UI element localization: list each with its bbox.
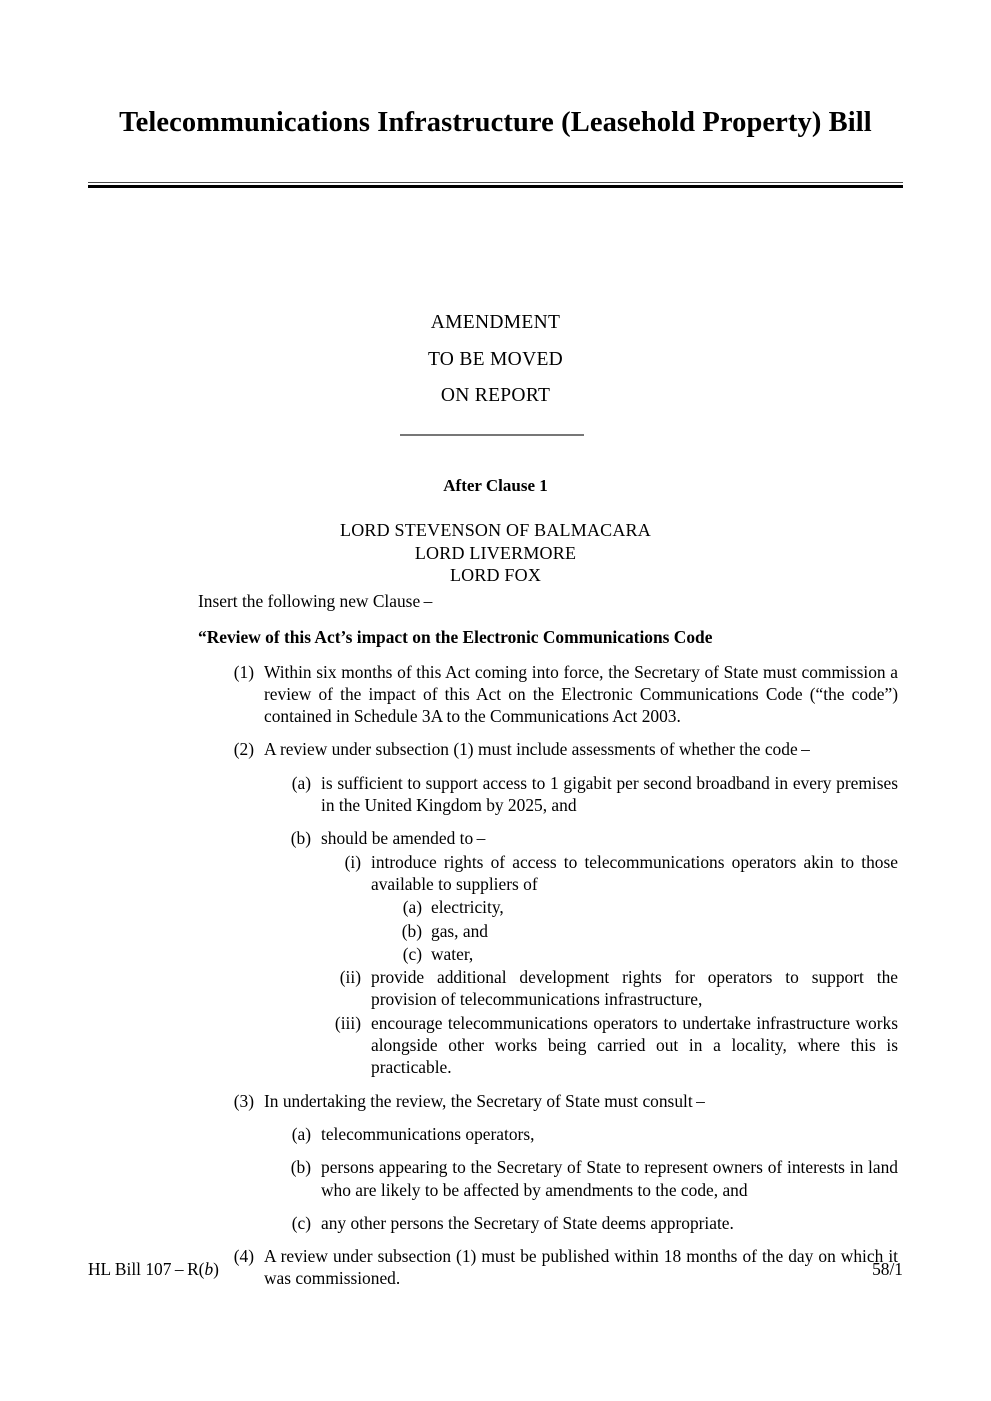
page-title: Telecommunications Infrastructure (Leasehold Property) Bill <box>119 107 872 138</box>
item-text: is sufficient to support access to 1 gigabit per second broadband in every premises in the United Kingdom by 2025, and <box>321 772 898 816</box>
item-marker: (b) <box>290 828 311 849</box>
subsection-3-item-b <box>278 1156 898 1201</box>
subsection-marker: (2) <box>233 739 254 760</box>
subsection-3-item-c <box>278 1212 898 1234</box>
item-marker: (a) <box>402 897 422 918</box>
amendment-body <box>198 590 898 1290</box>
heading-on-report: ON REPORT <box>440 385 551 406</box>
item-marker: (iii) <box>334 1012 361 1033</box>
item-text: encourage telecommunications operators to undertake infrastructure works alongside other works being carried out in a locality, where this is practicable. <box>371 1012 898 1078</box>
item-text: persons appearing to the Secretary of State to represent owners of interests in land who are likely to be affected by amendments to the code, and <box>321 1157 898 1200</box>
item-text: should be amended to – <box>321 828 486 849</box>
subsection-2-item-b-iii <box>323 1012 898 1079</box>
page-reference: 58/1 <box>872 1259 903 1279</box>
bill-reference-suffix: ) <box>213 1259 219 1279</box>
item-marker: (b) <box>290 1157 311 1178</box>
item-text: telecommunications operators, <box>321 1123 535 1144</box>
subsection-text: A review under subsection (1) must include assessments of whether the code – <box>264 739 810 760</box>
subsection-2-item-b-i <box>323 851 898 896</box>
bill-reference <box>88 1259 219 1280</box>
subsection-3 <box>218 1090 898 1112</box>
new-clause-heading: “Review of this Act’s impact on the Electronic Communications Code <box>198 627 713 648</box>
sponsor-name: LORD LIVERMORE <box>414 542 577 563</box>
subsection-3-item-a <box>278 1123 898 1145</box>
heading-amendment: AMENDMENT <box>430 312 561 333</box>
item-text: gas, and <box>431 920 488 941</box>
subsection-1 <box>218 661 898 728</box>
page-footer <box>88 1259 903 1280</box>
subsection-text: In undertaking the review, the Secretary of State must consult – <box>264 1090 705 1111</box>
item-text: any other persons the Secretary of State deems appropriate. <box>321 1212 734 1233</box>
item-marker: (ii) <box>339 967 361 988</box>
item-text: provide additional development rights for operators to support the provision of telecommunications infrastructure, <box>371 967 898 1010</box>
item-marker: (i) <box>344 851 361 872</box>
item-text: water, <box>431 943 474 964</box>
sponsor-list <box>88 519 903 587</box>
title-block <box>88 104 903 142</box>
subsection-2-item-a <box>278 772 898 817</box>
subsection-marker: (3) <box>233 1090 254 1111</box>
subsection-2-item-b <box>278 827 898 849</box>
divider-thick-line <box>88 185 903 188</box>
subsection-marker: (1) <box>233 661 254 682</box>
item-text: introduce rights of access to telecommunications operators akin to those available to suppliers of <box>371 851 898 894</box>
subsection-2-item-b-ii <box>323 966 898 1011</box>
bill-reference-prefix: HL Bill 107 – R( <box>88 1259 205 1279</box>
subsection-2-item-b-i-a <box>388 896 898 918</box>
bill-reference-italic: b <box>204 1259 214 1279</box>
insert-instruction: Insert the following new Clause – <box>198 591 433 611</box>
title-divider <box>88 182 903 188</box>
subsection-marker: (4) <box>233 1246 254 1267</box>
sponsor-name: LORD FOX <box>449 565 542 585</box>
sponsor-name: LORD STEVENSON OF BALMACARA <box>340 520 651 540</box>
section-separator-rule <box>400 434 584 436</box>
subsection-text: A review under subsection (1) must be published within 18 months of the day on which it was commissioned. <box>264 1246 898 1289</box>
subsection-2 <box>218 738 898 760</box>
item-marker: (c) <box>291 1212 311 1233</box>
subsection-text: Within six months of this Act coming into force, the Secretary of State must commission a review of the impact of this Act on the Electronic Communications Code (“the code”) contained in Schedule 3A to the Communications Act 2003. <box>264 661 898 727</box>
item-marker: (c) <box>402 943 422 964</box>
item-marker: (a) <box>291 772 311 793</box>
item-marker: (b) <box>401 920 422 941</box>
item-text: electricity, <box>431 897 504 918</box>
amendment-heading-block <box>88 305 903 415</box>
subsection-2-item-b-i-c <box>388 943 898 965</box>
after-clause-heading: After Clause 1 <box>443 476 548 495</box>
subsection-2-item-b-i-b <box>388 920 898 942</box>
item-marker: (a) <box>291 1123 311 1144</box>
heading-to-be-moved: TO BE MOVED <box>427 348 564 370</box>
